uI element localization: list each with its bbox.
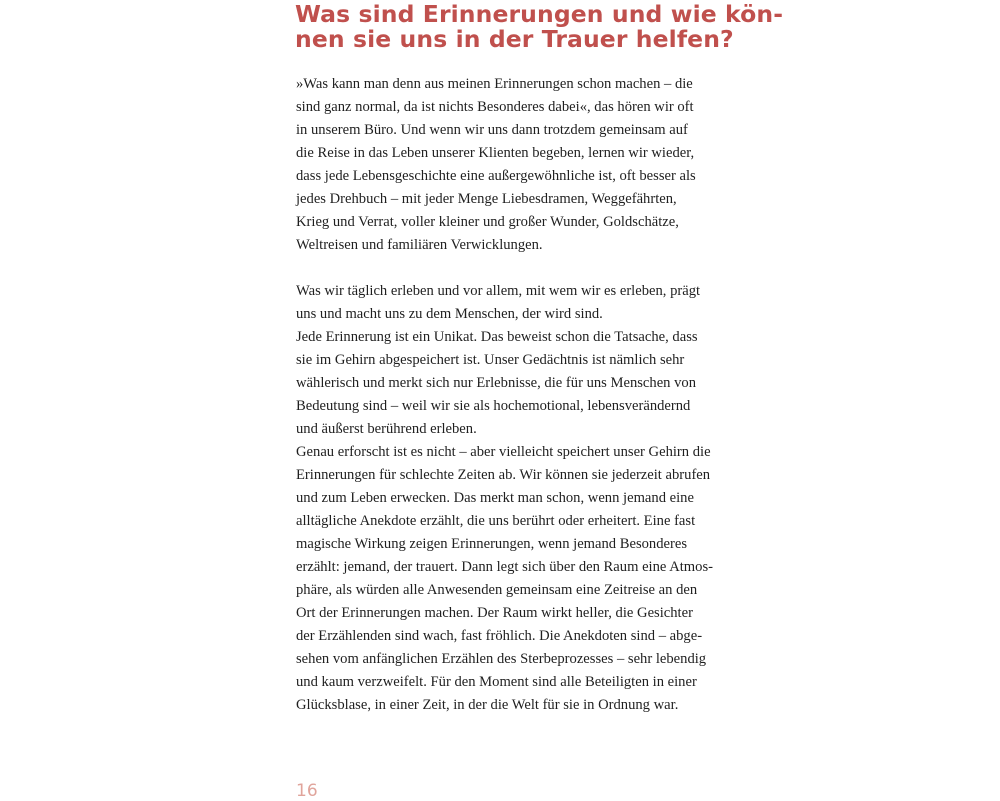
text-line: Erinnerungen für schlechte Zeiten ab. Wir können sie jederzeit abrufen (296, 467, 711, 483)
text-line: »Was kann man denn aus meinen Erinnerungen schon machen – die (296, 76, 693, 92)
text-line: Ort der Erinnerungen machen. Der Raum wirkt heller, die Gesichter (296, 605, 693, 621)
heading-line: Was sind Erinnerungen und wie kön- (295, 0, 784, 28)
text-line: sie im Gehirn abgespeichert ist. Unser Gedächtnis ist nämlich sehr (296, 352, 685, 368)
text-line: jedes Drehbuch – mit jeder Menge Liebesdramen, Weggefährten, (296, 191, 677, 207)
section-heading (295, 0, 784, 53)
text-line: dass jede Lebensgeschichte eine außergewöhnliche ist, oft besser als (296, 168, 696, 184)
text-line: wählerisch und merkt sich nur Erlebnisse, die für uns Menschen von (296, 375, 697, 391)
text-line: und kaum verzweifelt. Für den Moment sind alle Beteiligten in einer (296, 674, 697, 690)
text-line: alltägliche Anekdote erzählt, die uns berührt oder erheitert. Eine fast (296, 513, 696, 529)
text-line: Jede Erinnerung ist ein Unikat. Das beweist schon die Tatsache, dass (296, 329, 698, 345)
text-line: Krieg und Verrat, voller kleiner und großer Wunder, Goldschätze, (296, 214, 679, 230)
text-line: sind ganz normal, da ist nichts Besonderes dabei«, das hören wir oft (296, 99, 694, 115)
text-line: magische Wirkung zeigen Erinnerungen, wenn jemand Besonderes (296, 536, 688, 552)
text-line: die Reise in das Leben unserer Klienten begeben, lernen wir wieder, (296, 145, 695, 161)
text-line: und zum Leben erwecken. Das merkt man schon, wenn jemand eine (296, 490, 694, 506)
text-line: uns und macht uns zu dem Menschen, der wird sind. (296, 306, 603, 322)
text-line: und äußerst berührend erleben. (296, 421, 477, 437)
text-line: Genau erforscht ist es nicht – aber vielleicht speichert unser Gehirn die (296, 444, 711, 460)
text-line: der Erzählenden sind wach, fast fröhlich. Die Anekdoten sind – abge- (296, 628, 703, 644)
page-number: 16 (296, 781, 318, 801)
text-line: phäre, als würden alle Anwesenden gemeinsam eine Zeitreise an den (296, 582, 698, 598)
text-line: in unserem Büro. Und wenn wir uns dann trotzdem gemeinsam auf (296, 122, 688, 138)
text-line: erzählt: jemand, der trauert. Dann legt sich über den Raum eine Atmos- (296, 559, 713, 575)
text-line: Glücksblase, in einer Zeit, in der die Welt für sie in Ordnung war. (296, 697, 679, 713)
text-line: sehen vom anfänglichen Erzählen des Sterbeprozesses – sehr lebendig (296, 651, 707, 667)
heading-line: nen sie uns in der Trauer helfen? (295, 25, 734, 53)
text-line: Weltreisen und familiären Verwicklungen. (296, 237, 543, 253)
text-line: Was wir täglich erleben und vor allem, mit wem wir es erleben, prägt (296, 283, 701, 299)
text-line: Bedeutung sind – weil wir sie als hochemotional, lebensverändernd (296, 398, 691, 414)
